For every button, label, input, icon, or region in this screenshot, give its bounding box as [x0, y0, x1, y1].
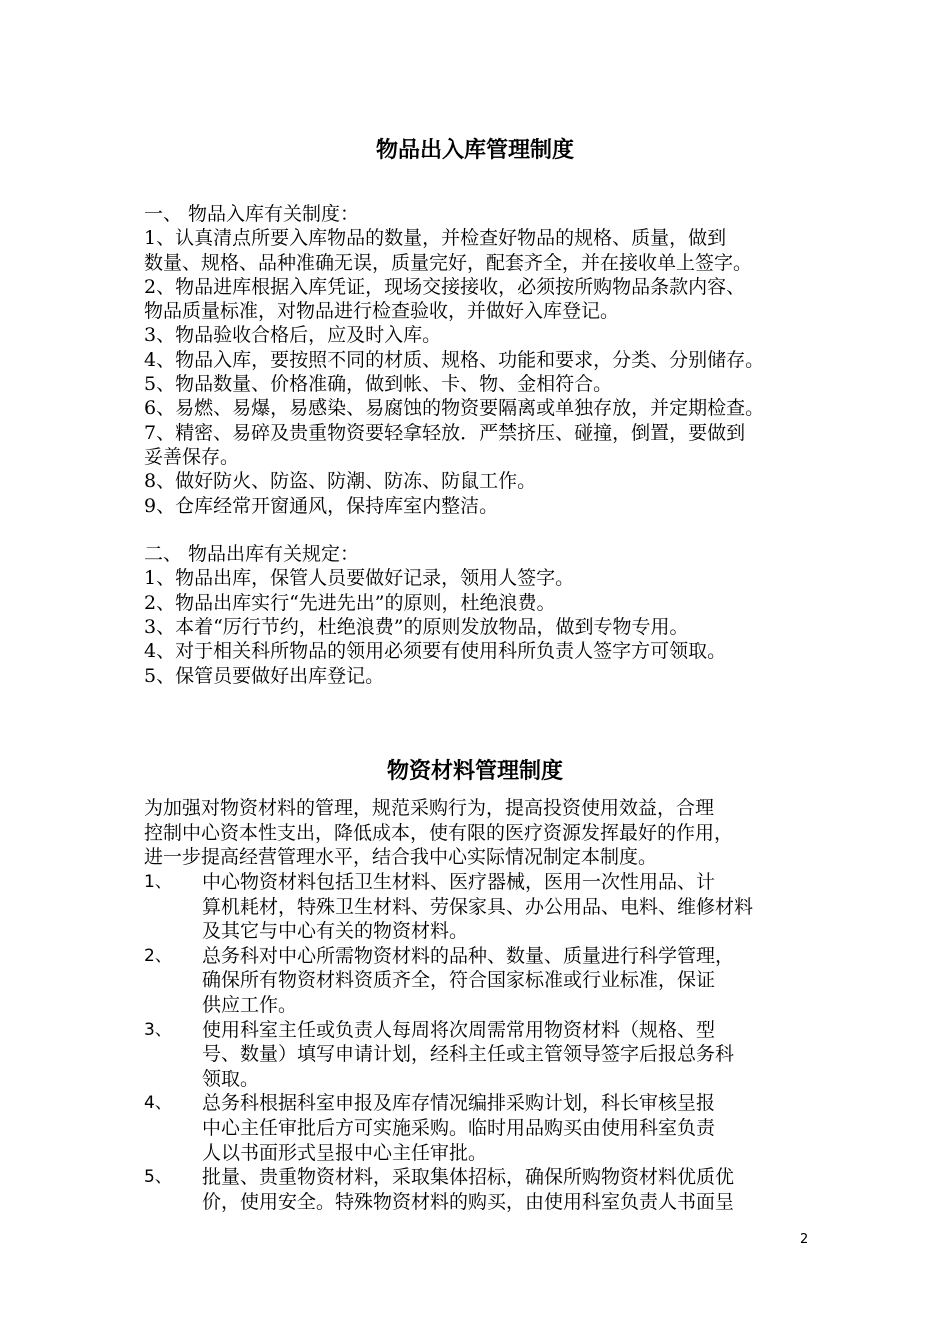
- section1-line: 1、认真清点所要入库物品的数量，并检查好物品的规格、质量，做到: [144, 227, 727, 250]
- section1-line: 1、物品出库，保管人员要做好记录，领用人签字。: [144, 567, 575, 590]
- list-item-number: 4、: [144, 1093, 172, 1114]
- section1-line: 9、仓库经常开窗通风，保持库室内整洁。: [144, 494, 499, 517]
- list-item-line: 供应工作。: [202, 993, 298, 1016]
- section2-intro-line: 为加强对物资材料的管理，规范采购行为，提高投资使用效益，合理: [144, 797, 715, 819]
- list-item-line: 领取。: [202, 1067, 260, 1090]
- section1-line: 5、保管员要做好出库登记。: [144, 664, 385, 687]
- section1-line: 3、物品验收合格后，应及时入库。: [144, 324, 442, 347]
- section1-line: 妥善保存。: [144, 445, 240, 468]
- list-item-number: 1、: [144, 872, 172, 892]
- list-item-line: 人以书面形式呈报中心主任审批。: [202, 1141, 488, 1164]
- section1-line: 4、对于相关科所物品的领用必须要有使用科所负责人签字方可领取。: [144, 640, 727, 663]
- section1-line: 5、物品数量、价格准确，做到帐、卡、物、金相符合。: [144, 373, 613, 396]
- section1-line: 数量、规格、品种准确无误，质量完好，配套齐全，并在接收单上签字。: [144, 251, 753, 274]
- section1-title: 物品出入库管理制度: [375, 138, 574, 163]
- list-item-line: 价，使用安全。特殊物资材料的购买，由使用科室负责人书面呈: [202, 1190, 735, 1213]
- section1-line: 6、易燃、易爆，易感染、易腐蚀的物资要隔离或单独存放，并定期检查。: [144, 397, 765, 420]
- list-item-number: 2、: [144, 945, 172, 966]
- section1-blank-line: [144, 518, 824, 542]
- section2-intro: [144, 796, 824, 870]
- section1-line: 二、 物品出库有关规定：: [144, 543, 360, 566]
- list-item-line: 号、数量）填写申请计划，经科主任或主管领导签字后报总务科: [202, 1043, 735, 1066]
- section1-line: 4、物品入库，要按照不同的材质、规格、功能和要求，分类、分别储存。: [144, 348, 765, 371]
- list-item: [144, 870, 824, 944]
- list-item-line: 批量、贵重物资材料，采取集体招标，确保所购物资材料优质优: [202, 1166, 735, 1189]
- section2-title: 物资材料管理制度: [386, 759, 563, 784]
- list-item: [144, 1091, 824, 1165]
- list-item-line: 中心主任审批后方可实施采购。临时用品购买由使用科室负责: [202, 1116, 716, 1139]
- list-item-line: 算机耗材，特殊卫生材料、劳保家具、办公用品、电料、维修材料: [202, 895, 754, 918]
- section1-body: [144, 202, 824, 688]
- page-number: 2: [800, 1232, 809, 1247]
- list-item: [144, 1165, 824, 1214]
- section2-intro-line: 控制中心资本性支出，降低成本，使有限的医疗资源发挥最好的作用，: [144, 821, 734, 844]
- list-item-line: 总务科根据科室申报及库存情况编排采购计划，科长审核呈报: [202, 1092, 716, 1115]
- list-item-line: 中心物资材料包括卫生材料、医疗器械，医用一次性用品、计: [202, 871, 716, 893]
- section1-line: 7、精密、易碎及贵重物资要轻拿轻放．严禁挤压、碰撞，倒置，要做到: [144, 421, 746, 444]
- list-item-number: 3、: [144, 1019, 172, 1040]
- section1-line: 2、物品进库根据入库凭证，现场交接接收，必须按所购物品条款内容、: [144, 275, 746, 298]
- section1-line: 8、做好防火、防盗、防潮、防冻、防鼠工作。: [144, 470, 537, 493]
- list-item: [144, 944, 824, 1018]
- list-item-line: 使用科室主任或负责人每周将次周需常用物资材料（规格、型: [202, 1018, 716, 1041]
- section2-intro-line: 进一步提高经营管理水平，结合我中心实际情况制定本制度。: [144, 846, 658, 869]
- section2-list: [144, 870, 824, 1214]
- section1-line: 2、物品出库实行“先进先出”的原则，杜绝浪费。: [144, 591, 556, 614]
- list-item-line: 总务科对中心所需物资材料的品种、数量、质量进行科学管理，: [202, 944, 735, 967]
- list-item-line: 及其它与中心有关的物资材料。: [202, 920, 469, 943]
- list-item-line: 确保所有物资材料资质齐全，符合国家标准或行业标准，保证: [202, 969, 716, 992]
- section1-line: 3、本着“厉行节约，杜绝浪费”的原则发放物品，做到专物专用。: [144, 616, 689, 639]
- list-item-number: 5、: [144, 1167, 172, 1188]
- section1-line: 一、 物品入库有关制度：: [144, 203, 360, 225]
- list-item: [144, 1018, 824, 1092]
- section1-line: 物品质量标准，对物品进行检查验收，并做好入库登记。: [144, 300, 620, 323]
